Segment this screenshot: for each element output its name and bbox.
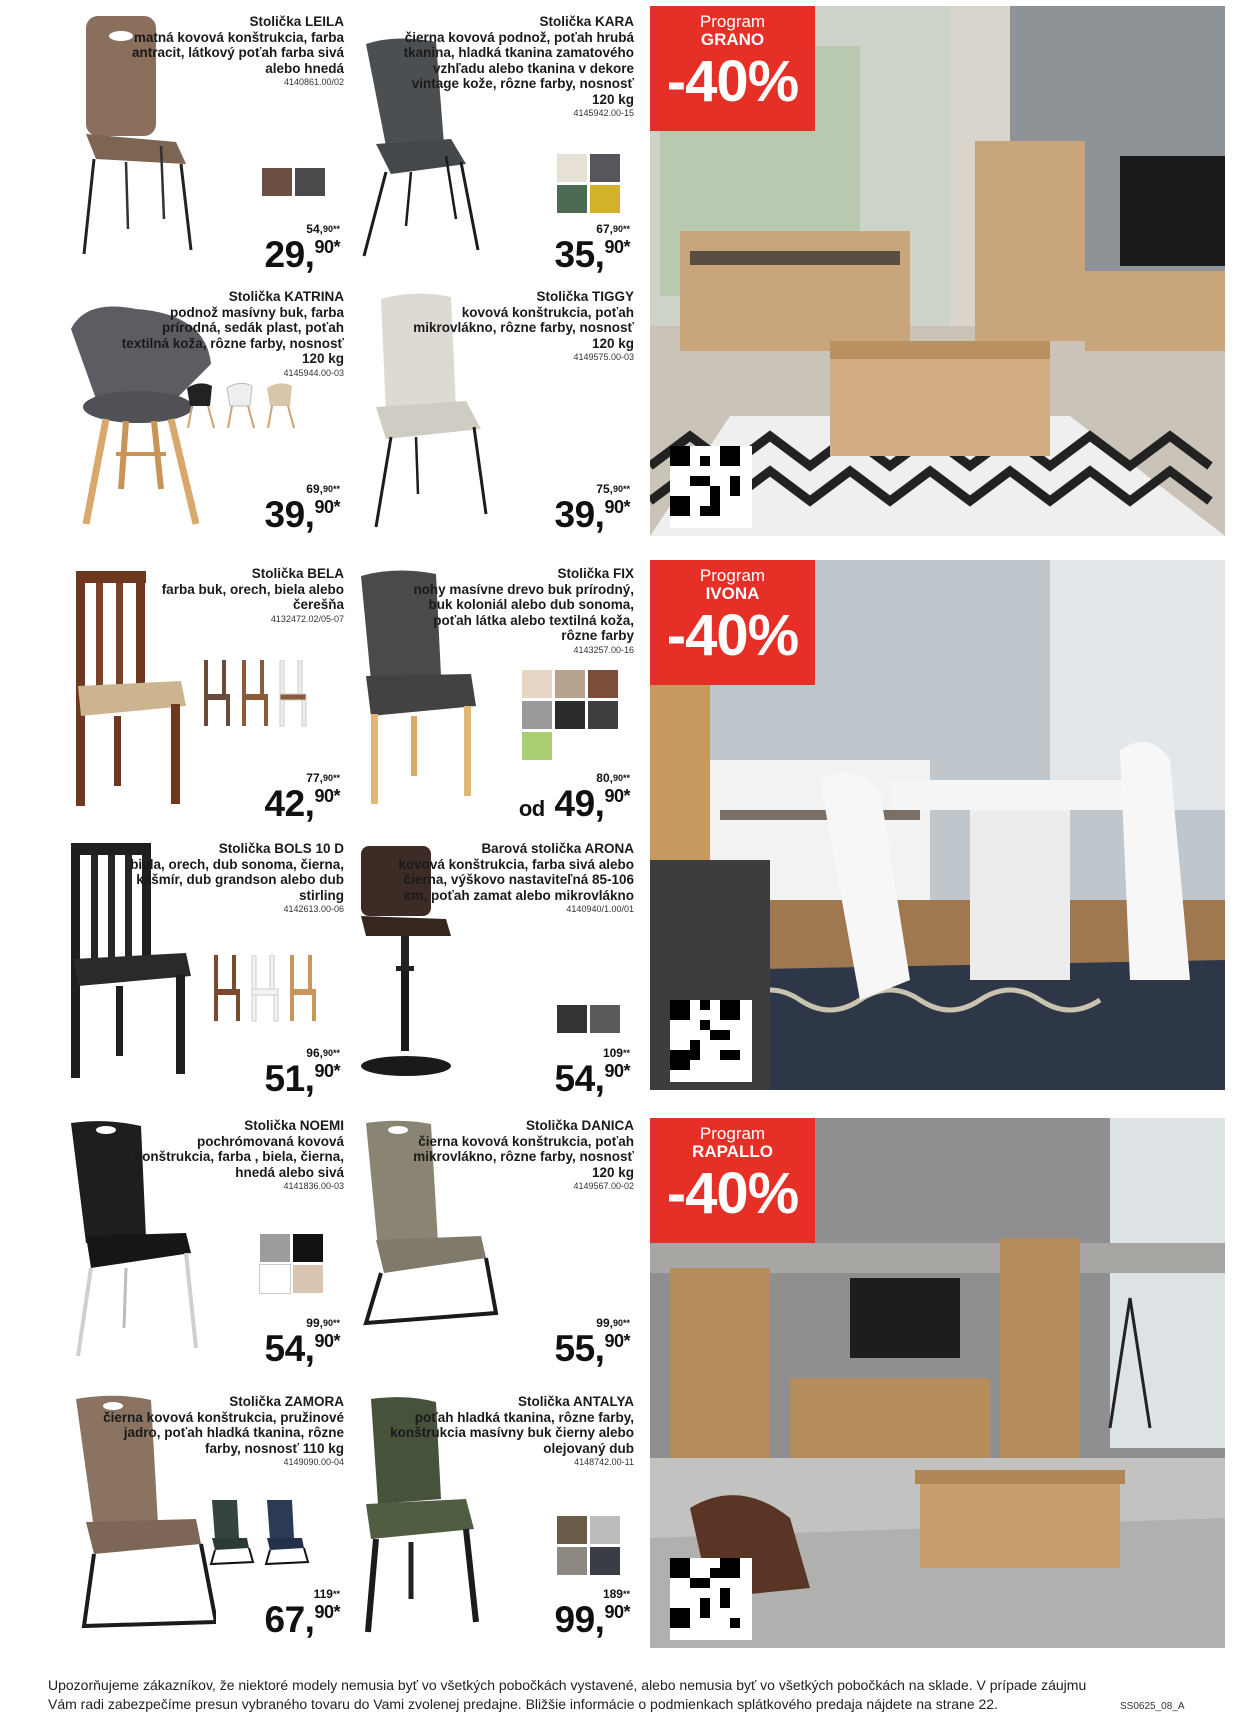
product-kara[interactable] <box>352 8 642 278</box>
price-block <box>519 772 630 828</box>
product-desc: farba buk, orech, biela alebo čerešňa <box>161 581 344 612</box>
product-desc: pochrómovaná kovová konštrukcia, farba , biela, čierna, hnedá alebo sivá <box>134 1133 344 1180</box>
product-code: 4143257.00-16 <box>573 644 634 655</box>
product-name: Stolička BELA <box>251 566 344 581</box>
color-swatch[interactable] <box>590 185 620 213</box>
color-swatch[interactable] <box>557 1005 587 1033</box>
product-desc: čierna kovová konštrukcia, pružinové jadro, poťah hladká tkanina, rôzne farby, nosnosť 110 kg <box>103 1409 344 1456</box>
swatches <box>262 168 325 196</box>
program-panel-ivona[interactable] <box>650 560 1225 1090</box>
color-swatch[interactable] <box>293 1265 323 1293</box>
swatches <box>522 670 618 760</box>
product-name: Stolička ANTALYA <box>517 1394 634 1409</box>
price-block <box>555 483 630 534</box>
product-desc: kovová konštrukcia, farba sivá alebo čierna, výškovo nastaviteľná 85-106 cm, poťah zamat alebo mikrovlákno <box>398 856 634 903</box>
qr-code[interactable] <box>670 1558 752 1640</box>
product-name: Stolička LEILA <box>249 14 344 29</box>
old-price: 75,$^{90**}$ <box>596 482 630 496</box>
qr-code-icon <box>670 446 740 516</box>
new-price: 35,$^{90*}$ <box>554 234 630 275</box>
old-price: 80,$^{90**}$ <box>596 771 630 785</box>
color-swatch[interactable] <box>557 1516 587 1544</box>
color-swatch[interactable] <box>295 168 325 196</box>
new-price: 67,$^{90*}$ <box>264 1599 340 1640</box>
qr-code[interactable] <box>670 446 752 528</box>
old-price: 99,$^{90**}$ <box>596 1316 630 1330</box>
new-price: 54,$^{90*}$ <box>554 1058 630 1099</box>
old-price: 67,$^{90**}$ <box>596 222 630 236</box>
swatches <box>260 1234 323 1293</box>
color-swatch[interactable] <box>522 670 552 698</box>
new-price: 51,$^{90*}$ <box>264 1058 340 1099</box>
color-swatch[interactable] <box>590 154 620 182</box>
old-price: 189** <box>602 1587 630 1601</box>
price-block <box>555 223 630 274</box>
color-swatch[interactable] <box>590 1005 620 1033</box>
new-price: 39,$^{90*}$ <box>264 494 340 535</box>
color-swatch[interactable] <box>262 168 292 196</box>
product-fix[interactable] <box>352 560 642 830</box>
product-name: Stolička FIX <box>557 566 634 581</box>
program-badge: Program RAPALLO -40% <box>650 1118 815 1243</box>
program-panel-rapallo[interactable] <box>650 1118 1225 1648</box>
price-block <box>555 1588 630 1639</box>
product-code: 4148742.00-11 <box>574 1457 634 1467</box>
product-code: 4132472.02/05-07 <box>270 613 344 624</box>
product-bela[interactable] <box>62 560 352 830</box>
product-tiggy[interactable] <box>352 283 642 553</box>
product-desc: kovová konštrukcia, poťah mikrovlákno, rôzne farby, nosnosť 120 kg <box>413 304 634 351</box>
color-swatch[interactable] <box>590 1516 620 1544</box>
product-code: 4149575.00-03 <box>573 352 634 362</box>
product-code: 4141836.00-03 <box>283 1181 344 1191</box>
swatches <box>557 1005 620 1033</box>
product-danica[interactable] <box>352 1112 642 1382</box>
product-desc: poťah hladká tkanina, rôzne farby, konštrukcia masívny buk čierny alebo olejovaný dub <box>390 1409 634 1456</box>
product-zamora[interactable] <box>62 1388 352 1658</box>
product-name: Stolička ZAMORA <box>229 1394 344 1409</box>
product-bols[interactable] <box>62 835 352 1105</box>
variant-thumbs <box>182 378 302 438</box>
new-price: 55,$^{90*}$ <box>554 1328 630 1369</box>
program-panel-grano[interactable] <box>650 6 1225 536</box>
color-swatch[interactable] <box>588 701 618 729</box>
new-price: 42,$^{90*}$ <box>264 783 340 824</box>
color-swatch[interactable] <box>588 670 618 698</box>
color-swatch[interactable] <box>557 154 587 182</box>
color-swatch[interactable] <box>590 1547 620 1575</box>
old-price: 69,$^{90**}$ <box>306 482 340 496</box>
price-block <box>265 223 340 274</box>
old-price: 77,$^{90**}$ <box>306 771 340 785</box>
old-price: 119** <box>313 1587 340 1601</box>
product-name: Stolička KATRINA <box>228 289 344 304</box>
variant-thumbs <box>207 1498 317 1568</box>
product-code: 4149567.00-02 <box>573 1181 634 1191</box>
product-code: 4140940/1.00/01 <box>566 904 634 914</box>
qr-code[interactable] <box>670 1000 752 1082</box>
product-katrina[interactable] <box>62 283 352 553</box>
program-badge: Program IVONA -40% <box>650 560 815 685</box>
product-desc: biela, orech, dub sonoma, čierna, kašmír, dub grandson alebo dub stirling <box>130 856 344 903</box>
product-noemi[interactable] <box>62 1112 352 1382</box>
color-swatch[interactable] <box>555 701 585 729</box>
new-price: 99,$^{90*}$ <box>554 1599 630 1640</box>
product-desc: matná kovová konštrukcia, farba antracit, látkový poťah farba sivá alebo hnedá <box>131 29 344 76</box>
qr-code-icon <box>670 1000 740 1070</box>
price-block <box>555 1047 630 1098</box>
price-block <box>265 1588 340 1639</box>
product-code: 4149090.00-04 <box>283 1457 344 1467</box>
price-block <box>555 1317 630 1368</box>
product-desc: podnož masívny buk, farba prírodná, sedák plast, poťah textilná koža, rôzne farby, nosnosť 120 kg <box>121 304 344 366</box>
new-price: od 49,$^{90*}$ <box>518 783 630 824</box>
product-code: 4145942.00-15 <box>573 108 634 118</box>
page-code: SS0625_08_A <box>1120 1701 1185 1712</box>
swatches <box>557 1516 620 1575</box>
new-price: 29,$^{90*}$ <box>264 234 340 275</box>
price-block <box>265 1317 340 1368</box>
price-block <box>265 1047 340 1098</box>
price-block <box>265 772 340 823</box>
old-price: 96,$^{90**}$ <box>306 1046 340 1060</box>
product-code: 4140861.00/02 <box>283 77 344 87</box>
color-swatch[interactable] <box>557 1547 587 1575</box>
variant-thumbs <box>202 660 312 730</box>
product-code: 4145944.00-03 <box>283 367 344 378</box>
product-arona[interactable] <box>352 835 642 1105</box>
swatches <box>557 154 620 213</box>
program-badge: Program GRANO -40% <box>650 6 815 131</box>
new-price: 39,$^{90*}$ <box>554 494 630 535</box>
product-antalya[interactable] <box>352 1388 642 1658</box>
color-swatch[interactable] <box>260 1234 290 1262</box>
color-swatch[interactable] <box>522 701 552 729</box>
product-name: Barová stolička ARONA <box>481 841 634 856</box>
color-swatch[interactable] <box>555 670 585 698</box>
new-price: 54,$^{90*}$ <box>264 1328 340 1369</box>
product-name: Stolička DANICA <box>525 1118 634 1133</box>
color-swatch[interactable] <box>522 732 552 760</box>
product-name: Stolička TIGGY <box>536 289 634 304</box>
price-block <box>265 483 340 534</box>
product-desc: čierna kovová konštrukcia, poťah mikrovlákno, rôzne farby, nosnosť 120 kg <box>413 1133 634 1180</box>
color-swatch[interactable] <box>293 1234 323 1262</box>
product-name: Stolička KARA <box>539 14 634 29</box>
old-price: 99,$^{90**}$ <box>306 1316 340 1330</box>
qr-code-icon <box>670 1558 740 1628</box>
old-price: 54,$^{90**}$ <box>306 222 340 236</box>
color-swatch[interactable] <box>260 1265 290 1293</box>
product-leila[interactable] <box>62 8 352 278</box>
product-name: Stolička BOLS 10 D <box>218 841 344 856</box>
footer-disclaimer: Upozorňujeme zákazníkov, že niektoré modely nemusia byť vo všetkých pobočkách vystavené, alebo nemusia byť vo všetkých pobočkách na sklade. V prípade záujmu Vám radi zabezpečíme presun vybraného tovaru do Vami zvolenej predajne. Bližšie informácie o podmienkach splátkového predaja nájdete na strane 22. <box>48 1677 1087 1712</box>
product-code: 4142613.00-06 <box>283 904 344 914</box>
color-swatch[interactable] <box>557 185 587 213</box>
product-desc: nohy masívne drevo buk prírodný, buk koloniál alebo dub sonoma, poťah látka alebo textilná koža, rôzne farby <box>413 581 634 643</box>
old-price: 109** <box>602 1046 630 1060</box>
product-name: Stolička NOEMI <box>244 1118 344 1133</box>
product-desc: čierna kovová podnož, poťah hrubá tkanina, hladká tkanina zamatového vzhľadu alebo tkanina v dekore vintage kože, rôzne farby, nosnosť 120 kg <box>403 29 634 107</box>
variant-thumbs <box>212 955 322 1025</box>
